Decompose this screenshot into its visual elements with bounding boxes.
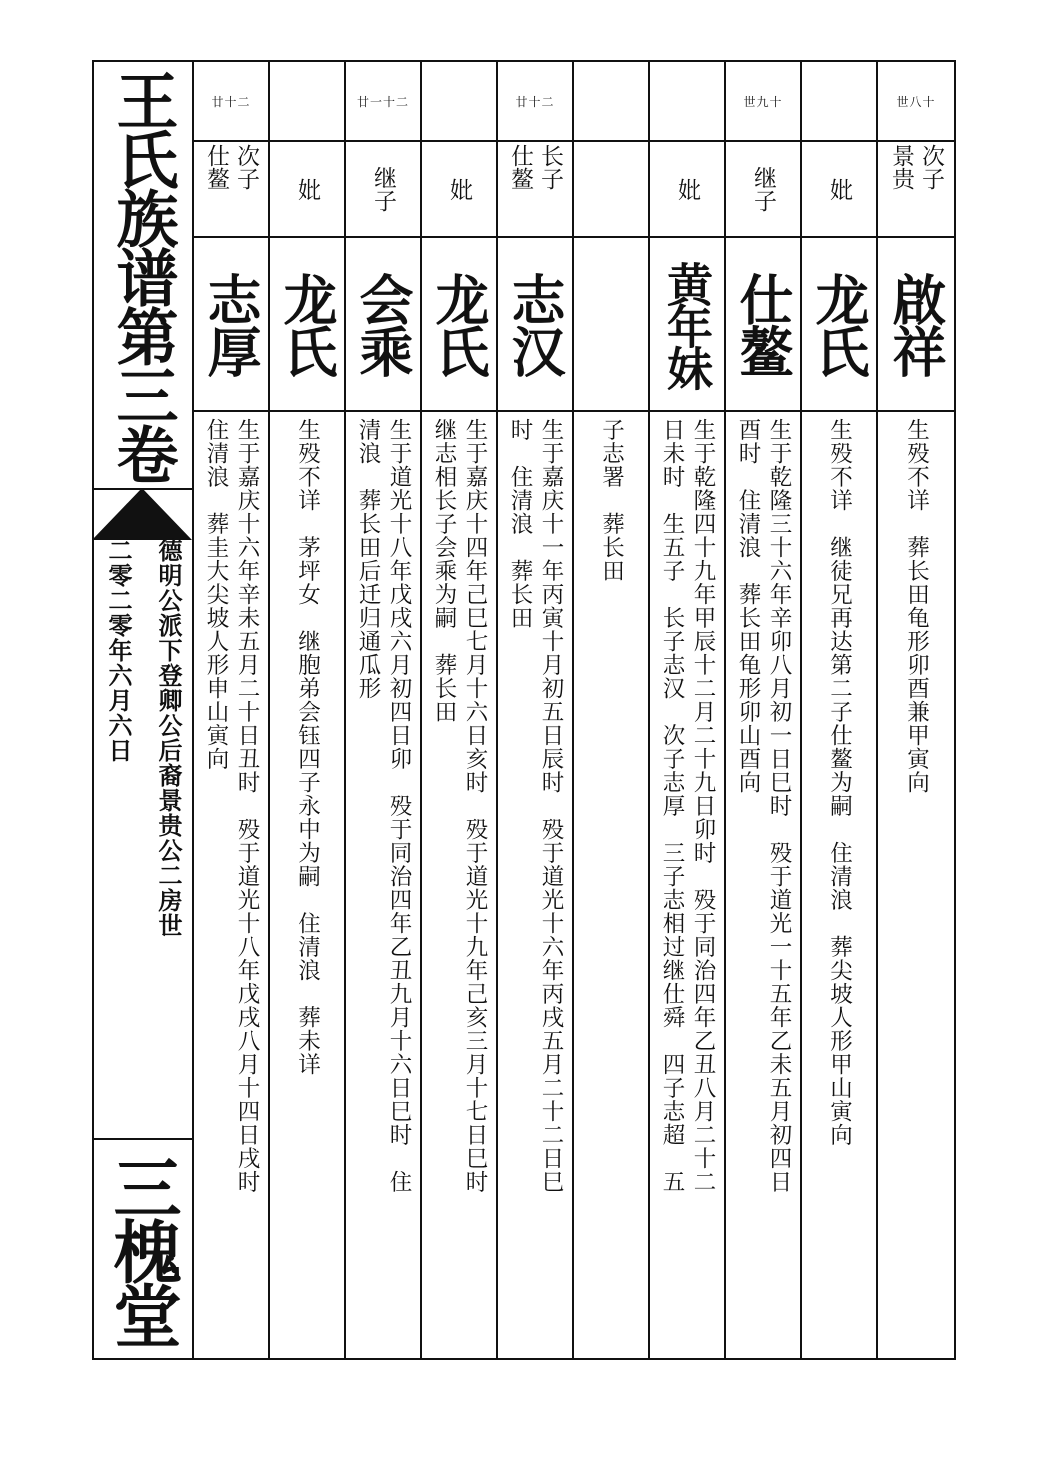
relation-label: 次子 仕鳌 bbox=[203, 144, 259, 190]
person-name: 会乘 bbox=[351, 272, 415, 376]
person-name-cell bbox=[422, 238, 496, 412]
relation-label: 妣 bbox=[446, 177, 472, 201]
person-name-cell bbox=[802, 238, 876, 412]
biography-cell bbox=[650, 412, 724, 1358]
person-name-cell bbox=[194, 238, 268, 412]
relation-label: 次子 景贵 bbox=[888, 144, 944, 190]
genealogy-column bbox=[270, 62, 346, 1358]
relation-label: 妣 bbox=[674, 177, 700, 201]
biography-text: 生于嘉庆十一年丙寅十月初五日辰时 殁于道光十六年丙戌五月二十二日巳 时 住清浪 葬长田 bbox=[507, 418, 564, 1194]
generation-cell bbox=[270, 62, 344, 142]
genealogy-column bbox=[194, 62, 270, 1358]
generation-label: 廿一十二 bbox=[356, 94, 409, 109]
biography-text: 生于乾隆四十九年甲辰十二月二十九日卯时 殁于同治四年乙丑八月二十二 日未时 生五子 长子志汉 次子志厚 三子志相过继仕舜 四子志超 五 bbox=[659, 418, 716, 1194]
biography-text: 子志署 葬长田 bbox=[598, 418, 625, 583]
person-name-cell bbox=[650, 238, 724, 412]
triangle-divider-icon bbox=[92, 488, 192, 540]
biography-text: 生殁不详 葬长田龟形卯酉兼甲寅向 bbox=[903, 418, 930, 794]
relation-label: 继子 bbox=[750, 166, 776, 212]
generation-cell bbox=[346, 62, 420, 142]
relation-cell bbox=[574, 142, 648, 238]
relation-cell bbox=[498, 142, 572, 238]
biography-text: 生于道光十八年戊戌六月初四日卯 殁于同治四年乙丑九月十六日巳时 住 清浪 葬长田后迁归通瓜形 bbox=[355, 418, 412, 1194]
biography-cell bbox=[802, 412, 876, 1358]
relation-label: 妣 bbox=[826, 177, 852, 201]
biography-text: 生殁不详 茅坪女 继胞弟会钰四子永中为嗣 住清浪 葬未详 bbox=[294, 418, 321, 1076]
biography-text: 生殁不详 继徒兄再达第二子仕鳌为嗣 住清浪 葬尖坡人形甲山寅向 bbox=[826, 418, 853, 1147]
generation-cell bbox=[194, 62, 268, 142]
generation-cell bbox=[650, 62, 724, 142]
biography-cell bbox=[726, 412, 800, 1358]
person-name: 龙氏 bbox=[427, 272, 491, 376]
relation-label: 妣 bbox=[294, 177, 320, 201]
biography-text: 生于乾隆三十六年辛卯八月初一日巳时 殁于道光一十五年乙未五月初四日 酉时 住清浪 葬长田龟形卯山酉向 bbox=[735, 418, 792, 1194]
genealogy-column bbox=[650, 62, 726, 1358]
genealogy-column bbox=[726, 62, 802, 1358]
biography-cell bbox=[422, 412, 496, 1358]
biography-cell bbox=[270, 412, 344, 1358]
relation-cell bbox=[270, 142, 344, 238]
compile-date: 二零二零年六月六日 bbox=[104, 538, 133, 763]
biography-cell bbox=[498, 412, 572, 1358]
book-title: 王氏族谱第三卷 bbox=[106, 68, 179, 482]
person-name: 龙氏 bbox=[275, 272, 339, 376]
generation-cell bbox=[802, 62, 876, 142]
person-name: 志厚 bbox=[199, 272, 263, 376]
relation-label: 继子 bbox=[370, 166, 396, 212]
generation-cell bbox=[878, 62, 954, 142]
relation-cell bbox=[422, 142, 496, 238]
person-name-cell bbox=[726, 238, 800, 412]
generation-label: 世八十 bbox=[896, 94, 936, 109]
generation-label: 廿十二 bbox=[211, 94, 251, 109]
relation-cell bbox=[726, 142, 800, 238]
person-name: 黄年妹 bbox=[660, 261, 714, 387]
genealogy-column bbox=[346, 62, 422, 1358]
person-name: 志汉 bbox=[503, 272, 567, 376]
biography-text: 生于嘉庆十四年己巳七月十六日亥时 殁于道光十九年己亥三月十七日巳时 继志相长子会乘为嗣 葬长田 bbox=[431, 418, 488, 1194]
generation-cell bbox=[498, 62, 572, 142]
header-column bbox=[92, 60, 194, 1360]
biography-cell bbox=[194, 412, 268, 1358]
genealogy-column bbox=[422, 62, 498, 1358]
genealogy-column bbox=[802, 62, 878, 1358]
person-name-cell bbox=[270, 238, 344, 412]
biography-text: 生于嘉庆十六年辛未五月二十日丑时 殁于道光十八年戊戌八月十四日戌时 住清浪 葬圭大尖坡人形申山寅向 bbox=[203, 418, 260, 1194]
person-name-cell bbox=[498, 238, 572, 412]
relation-cell bbox=[346, 142, 420, 238]
biography-cell bbox=[574, 412, 648, 1358]
biography-cell bbox=[346, 412, 420, 1358]
lineage-subtitle: 德明公派下登卿公后裔景贵公二房世 bbox=[154, 538, 183, 938]
hall-name: 三槐堂 bbox=[102, 1153, 182, 1345]
generation-label: 廿十二 bbox=[515, 94, 555, 109]
biography-cell bbox=[878, 412, 954, 1358]
person-name-cell bbox=[574, 238, 648, 412]
person-name: 龙氏 bbox=[807, 272, 871, 376]
person-name-cell bbox=[346, 238, 420, 412]
relation-cell bbox=[650, 142, 724, 238]
relation-label: 长子 仕鳌 bbox=[507, 144, 563, 190]
relation-cell bbox=[802, 142, 876, 238]
person-name-cell bbox=[878, 238, 954, 412]
genealogy-column bbox=[574, 62, 650, 1358]
generation-cell bbox=[574, 62, 648, 142]
relation-cell bbox=[878, 142, 954, 238]
relation-cell bbox=[194, 142, 268, 238]
genealogy-column bbox=[498, 62, 574, 1358]
person-name: 仕鳌 bbox=[731, 272, 795, 376]
person-name: 啟祥 bbox=[884, 272, 948, 376]
generation-label: 世九十 bbox=[743, 94, 783, 109]
genealogy-column bbox=[878, 62, 954, 1358]
generation-cell bbox=[726, 62, 800, 142]
generation-cell bbox=[422, 62, 496, 142]
